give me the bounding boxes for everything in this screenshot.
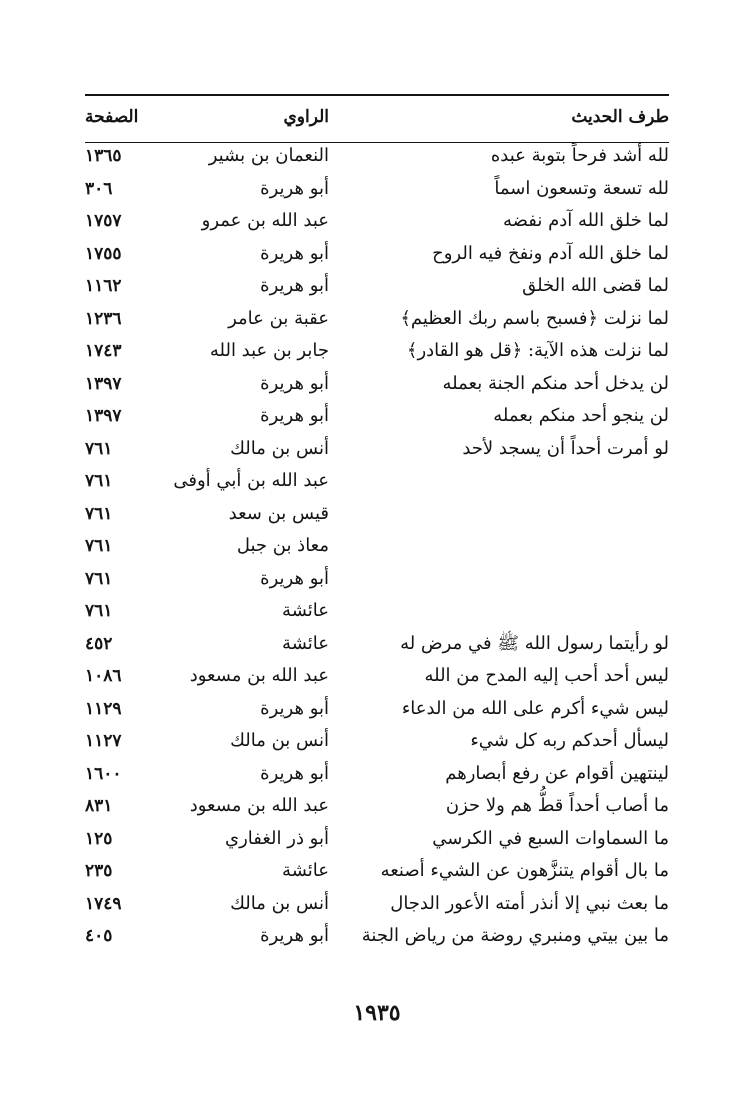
- hadith-cell: لما خلق الله آدم نفضه: [503, 210, 669, 231]
- rawi-cell: عقبة بن عامر: [228, 307, 329, 329]
- page-cell: ١١٢٧: [85, 731, 122, 751]
- rawi-cell: أبو هريرة: [260, 275, 329, 296]
- hadith-cell: ليسأل أحدكم ربه كل شيء: [470, 730, 669, 751]
- rawi-cell: النعمان بن بشير: [208, 145, 329, 166]
- rawi-cell: أبو هريرة: [260, 242, 329, 264]
- table-row: [85, 498, 669, 531]
- page-cell: ١٢٣٦: [85, 308, 122, 329]
- table-row: [85, 693, 669, 726]
- table-row: [85, 595, 669, 628]
- page-cell: ٧٦١: [85, 568, 113, 589]
- page-number: ١٩٣٥: [353, 1000, 401, 1026]
- table-row: [85, 563, 669, 596]
- table-row: [85, 368, 669, 401]
- page-cell: ٧٦١: [85, 536, 113, 556]
- rawi-cell: عائشة: [282, 860, 329, 881]
- hadith-cell: لينتهين أقوام عن رفع أبصارهم: [445, 762, 669, 784]
- page-cell: ٤٠٥: [85, 926, 113, 946]
- table-row: [85, 790, 669, 823]
- hadith-cell: لما قضى الله الخلق: [522, 275, 669, 296]
- header-page: الصفحة: [85, 107, 139, 127]
- table-row: [85, 205, 669, 238]
- hadith-cell: ليس أحد أحب إليه المدح من الله: [424, 665, 669, 686]
- rawi-cell: أبو هريرة: [260, 925, 329, 946]
- table-row: [85, 173, 669, 206]
- hadith-cell: ما بال أقوام يتنزَّهون عن الشيء أصنعه: [380, 860, 669, 881]
- hadith-cell: لو رأيتما رسول الله ﷺ في مرض له: [400, 632, 669, 654]
- hadith-cell: لما نزلت هذه الآية: ﴿قل هو القادر﴾: [406, 340, 669, 361]
- rawi-cell: معاذ بن جبل: [236, 535, 329, 556]
- page-cell: ٤٥٢: [85, 633, 113, 654]
- hadith-cell: ليس شيء أكرم على الله من الدعاء: [401, 697, 669, 719]
- table-row: [85, 465, 669, 498]
- page-cell: ١٦٠٠: [85, 763, 122, 784]
- header-rawi: الراوي: [283, 107, 329, 127]
- rawi-cell: أنس بن مالك: [230, 730, 329, 751]
- page-cell: ١١٦٢: [85, 276, 122, 296]
- rawi-cell: عائشة: [282, 632, 329, 654]
- page-cell: ٨٣١: [85, 796, 113, 816]
- page-cell: ١٢٥: [85, 828, 113, 849]
- rawi-cell: عبد الله بن عمرو: [201, 210, 329, 231]
- rawi-cell: عبد الله بن مسعود: [189, 795, 329, 816]
- table-row: [85, 758, 669, 791]
- page-cell: ١٠٨٦: [85, 666, 122, 686]
- header-top-rule: [85, 94, 669, 96]
- page-cell: ١٣٩٧: [85, 373, 122, 394]
- hadith-cell: ما أصاب أحداً قطُّ هم ولا حزن: [445, 795, 669, 816]
- page-cell: ١٧٤٩: [85, 893, 122, 914]
- table-row: [85, 920, 669, 953]
- table-row: [85, 855, 669, 888]
- table-row: [85, 303, 669, 336]
- page-cell: ١٧٥٧: [85, 211, 122, 231]
- hadith-cell: لما خلق الله آدم ونفخ فيه الروح: [432, 242, 669, 264]
- hadith-cell: لو أمرت أحداً أن يسجد لأحد: [462, 437, 669, 459]
- page-cell: ٢٣٥: [85, 861, 113, 881]
- table-row: [85, 238, 669, 271]
- table-row: [85, 530, 669, 563]
- hadith-cell: لما نزلت ﴿فسبح باسم ربك العظيم﴾: [400, 307, 669, 329]
- rawi-cell: أبو هريرة: [260, 697, 329, 719]
- rawi-cell: أبو هريرة: [260, 567, 329, 589]
- rawi-cell: قيس بن سعد: [228, 502, 329, 524]
- page-cell: ١٣٩٧: [85, 406, 122, 426]
- table-row: [85, 400, 669, 433]
- table-row: [85, 888, 669, 921]
- page-cell: ١٧٤٣: [85, 341, 122, 361]
- hadith-cell: ما بعث نبي إلا أنذر أمته الأعور الدجال: [390, 892, 669, 914]
- rawi-cell: عبد الله بن أبي أوفى: [173, 470, 329, 491]
- page-cell: ٧٦١: [85, 601, 113, 621]
- table-row: [85, 140, 669, 173]
- page-cell: ٧٦١: [85, 503, 113, 524]
- hadith-cell: ما بين بيتي ومنبري روضة من رياض الجنة: [361, 925, 669, 946]
- page-cell: ١٣٦٥: [85, 146, 122, 166]
- header-hadith: طرف الحديث: [571, 107, 669, 127]
- rawi-cell: أنس بن مالك: [230, 892, 329, 914]
- hadith-cell: لن ينجو أحد منكم بعمله: [493, 405, 669, 426]
- table-row: [85, 433, 669, 466]
- hadith-cell: لن يدخل أحد منكم الجنة بعمله: [442, 372, 669, 394]
- rawi-cell: عبد الله بن مسعود: [189, 665, 329, 686]
- table-header: [85, 100, 669, 134]
- table-row: [85, 335, 669, 368]
- table-row: [85, 270, 669, 303]
- table-row: [85, 725, 669, 758]
- page-cell: ١٧٥٥: [85, 243, 122, 264]
- table-row: [85, 660, 669, 693]
- rawi-cell: أبو هريرة: [260, 405, 329, 426]
- rawi-cell: أبو هريرة: [260, 762, 329, 784]
- rawi-cell: أبو هريرة: [260, 372, 329, 394]
- table-row: [85, 628, 669, 661]
- hadith-cell: لله أشد فرحاً بتوبة عبده: [490, 145, 669, 166]
- table-row: [85, 823, 669, 856]
- hadith-cell: ما السماوات السبع في الكرسي: [432, 827, 669, 849]
- page-cell: ٧٦١: [85, 438, 113, 459]
- rawi-cell: أبو ذر الغفاري: [224, 827, 329, 849]
- page-cell: ٣٠٦: [85, 178, 113, 199]
- rawi-cell: أبو هريرة: [260, 177, 329, 199]
- page-cell: ٧٦١: [85, 471, 113, 491]
- rawi-cell: جابر بن عبد الله: [209, 340, 329, 361]
- hadith-cell: لله تسعة وتسعون اسماً: [494, 177, 669, 199]
- rawi-cell: أنس بن مالك: [230, 437, 329, 459]
- page-cell: ١١٢٩: [85, 698, 122, 719]
- rawi-cell: عائشة: [282, 600, 329, 621]
